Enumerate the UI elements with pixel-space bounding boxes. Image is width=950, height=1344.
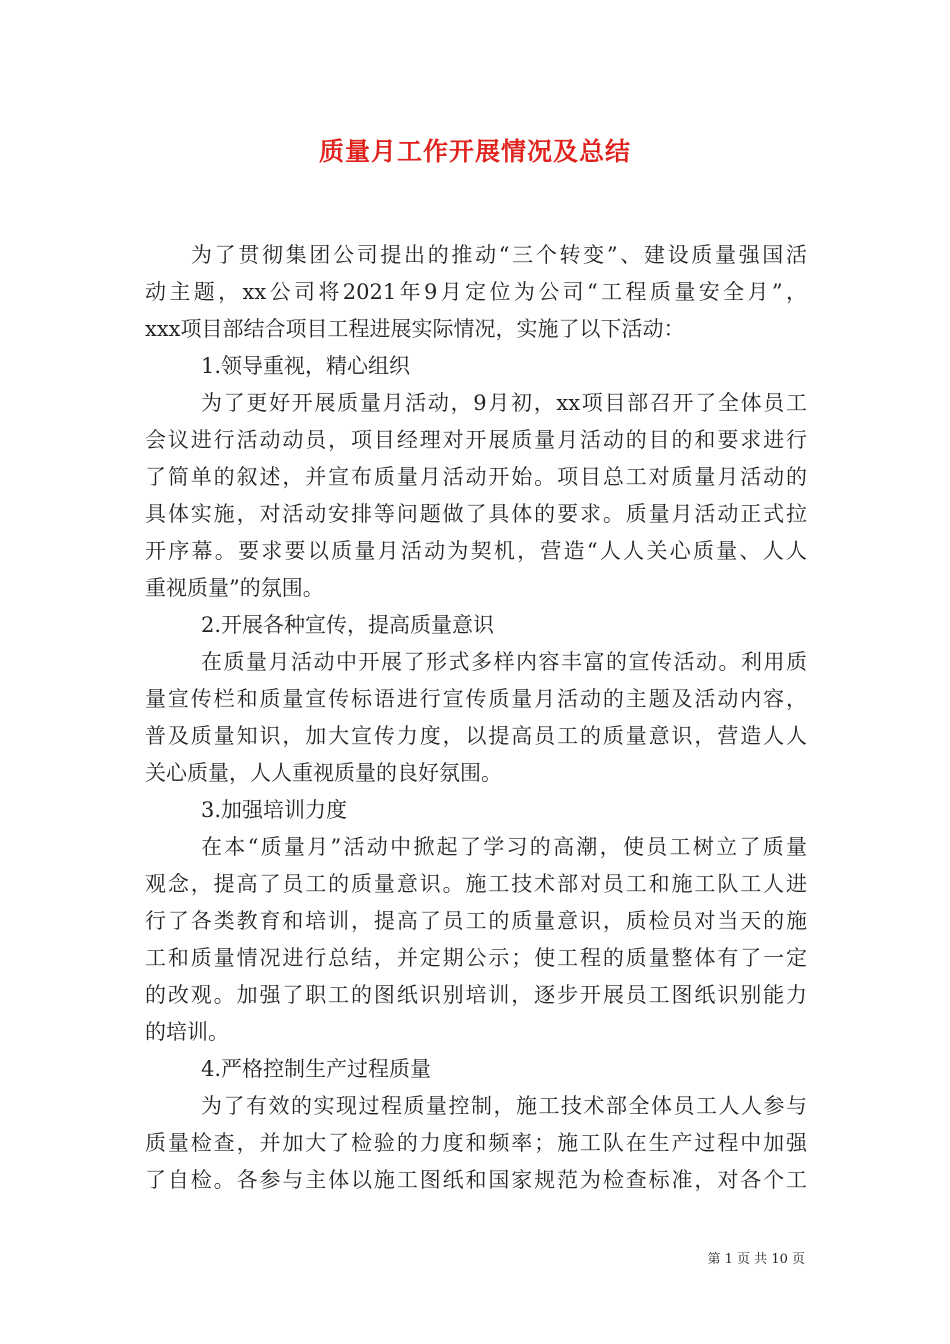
section-heading (145, 348, 807, 385)
paragraph (145, 1088, 807, 1199)
paragraph (145, 829, 807, 1051)
text-line: 为了有效的实现过程质量控制，施工技术部全体员工人人参与 (201, 1094, 807, 1118)
text-line: 了自检。各参与主体以施工图纸和国家规范为检查标准，对各个工 (145, 1168, 807, 1192)
text-line: 在质量月活动中开展了形式多样内容丰富的宣传活动。利用质 (201, 650, 807, 674)
section-heading (145, 607, 807, 644)
text-line: 了简单的叙述，并宣布质量月活动开始。项目总工对质量月活动的 (145, 465, 807, 489)
document-title: 质量月工作开展情况及总结 (318, 137, 631, 166)
text-line: 行了各类教育和培训，提高了员工的质量意识，质检员对当天的施 (145, 909, 807, 933)
text-line: 开序幕。要求要以质量月活动为契机，营造“人人关心质量、人人 (145, 539, 807, 563)
text-line: 为了更好开展质量月活动，9月初，xx项目部召开了全体员工 (201, 391, 807, 415)
text-line: 观念，提高了员工的质量意识。施工技术部对员工和施工队工人进 (145, 872, 807, 896)
text-line: 工和质量情况进行总结，并定期公示；使工程的质量整体有了一定 (145, 946, 807, 970)
paragraph (145, 385, 807, 607)
section-heading (145, 792, 807, 829)
text-line: 1.领导重视，精心组织 (201, 354, 411, 378)
text-line: 在本“质量月”活动中掀起了学习的高潮，使员工树立了质量 (201, 835, 807, 859)
paragraph (145, 237, 807, 348)
text-line: 普及质量知识，加大宣传力度，以提高员工的质量意识，营造人人 (145, 724, 807, 748)
text-line: 动主题，xx公司将2021年9月定位为公司“工程质量安全月”， (145, 280, 807, 304)
text-line: 质量检查，并加大了检验的力度和频率；施工队在生产过程中加强 (145, 1131, 807, 1155)
text-line: 量宣传栏和质量宣传标语进行宣传质量月活动的主题及活动内容， (145, 687, 807, 711)
section-heading (145, 1051, 807, 1088)
text-line: 4.严格控制生产过程质量 (201, 1057, 432, 1081)
page-number-footer: 第 1 页 共 10 页 (707, 1252, 805, 1267)
text-line: 3.加强培训力度 (201, 798, 348, 822)
text-line: 关心质量，人人重视质量的良好氛围。 (145, 761, 502, 785)
text-line: 会议进行活动动员，项目经理对开展质量月活动的目的和要求进行 (145, 428, 807, 452)
text-line: 为了贯彻集团公司提出的推动“三个转变”、建设质量强国活 (191, 243, 807, 267)
text-line: 重视质量”的氛围。 (145, 576, 324, 600)
text-line: 的改观。加强了职工的图纸识别培训，逐步开展员工图纸识别能力 (145, 983, 807, 1007)
text-line: 的培训。 (145, 1020, 229, 1044)
document-body (145, 237, 807, 1199)
text-line: xxx项目部结合项目工程进展实际情况，实施了以下活动： (145, 317, 685, 341)
paragraph (145, 644, 807, 792)
text-line: 具体实施，对活动安排等问题做了具体的要求。质量月活动正式拉 (145, 502, 807, 526)
text-line: 2.开展各种宣传，提高质量意识 (201, 613, 495, 637)
